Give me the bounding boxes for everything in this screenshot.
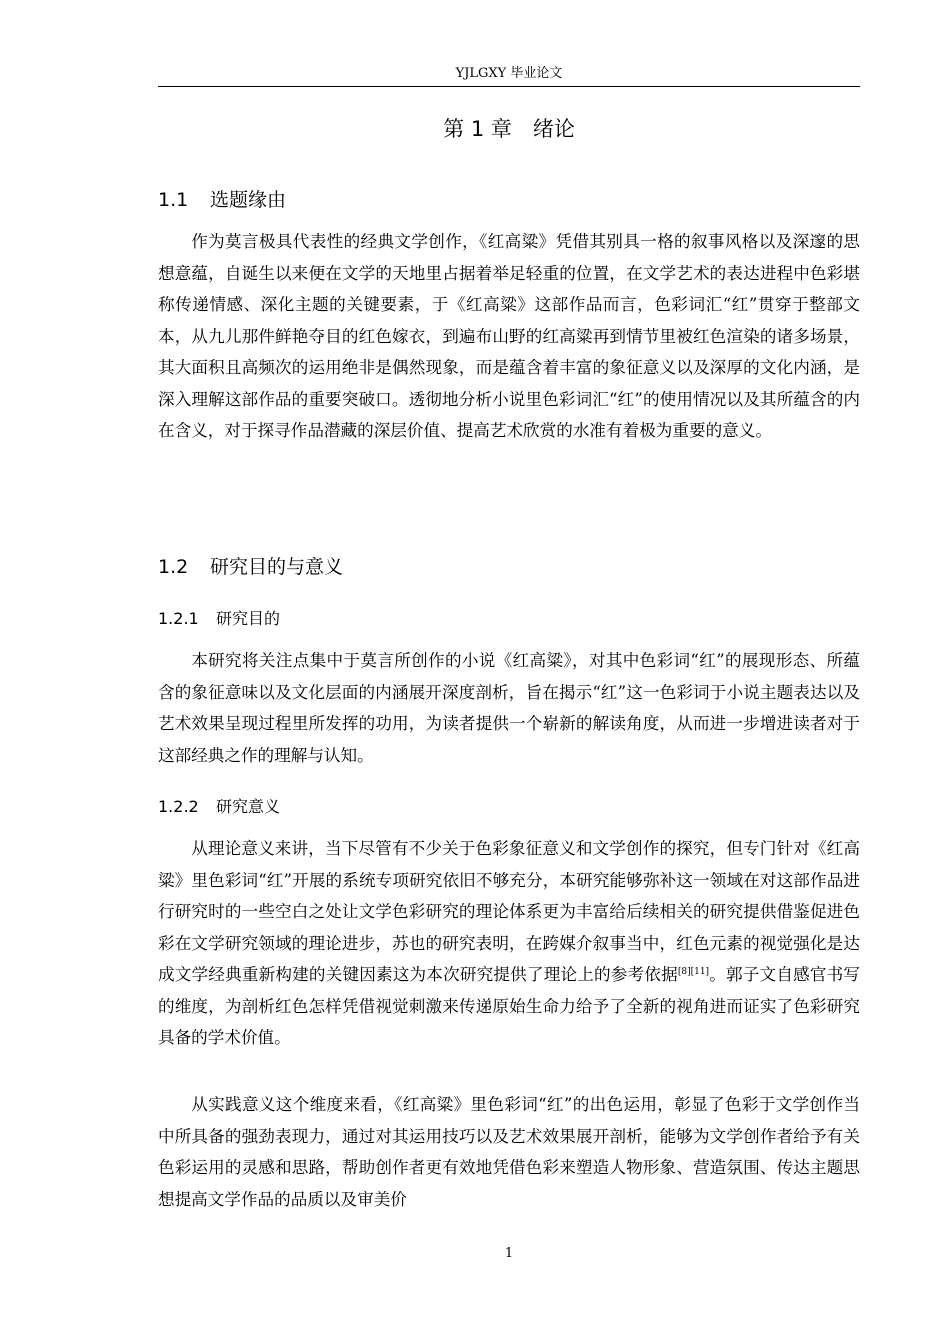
section-title: 选题缘由	[210, 189, 287, 211]
running-header: YJLGXY 毕业论文	[455, 66, 563, 81]
paragraph-text: 从理论意义来讲，当下尽管有不少关于色彩象征意义和文学创作的探究，但专门针对《红高粱》里色彩词“红”开展的系统专项研究依旧不够充分，本研究能够弥补这一领域在对这部作品进行研究时的一些空白之处让文学色彩研究的理论体系更为丰富给后续相关的研究提供借鉴促进色彩在文学研究领域的理论进步，苏也的研究表明，在跨媒介叙事当中，红色元素的视觉强化是达成文学经典重新构建的关键因素这为本次研究提供了理论上的参考依据	[158, 839, 860, 984]
subsection-heading-1-2-1	[158, 607, 280, 631]
chapter-title: 第 1 章 绪论	[443, 117, 575, 141]
subsection-number: 1.2.2	[158, 797, 199, 816]
subsection-title: 研究意义	[216, 797, 281, 816]
header-rule	[158, 86, 860, 87]
paragraph-text: 。郭子文自感官书写的维度，为剖析红色怎样凭借视觉刺激来传递原始生命力给予了全新的视角进而证实了色彩研究具备的学术价值。	[158, 965, 861, 1047]
section-heading-1-1	[158, 186, 286, 214]
section-heading-1-2	[158, 553, 343, 581]
subsection-title: 研究目的	[216, 609, 281, 628]
paragraph-theoretical-significance	[158, 833, 860, 1054]
section-number: 1.2	[158, 556, 189, 578]
section-title: 研究目的与意义	[210, 556, 344, 578]
paragraph-research-purpose: 本研究将关注点集中于莫言所创作的小说《红高粱》，对其中色彩词“红”的展现形态、所蕴含的象征意味以及文化层面的内涵展开深度剖析，旨在揭示“红”这一色彩词于小说主题表达以及艺术效果呈现过程里所发挥的功用，为读者提供一个崭新的解读角度，从而进一步增进读者对于这部经典之作的理解与认知。	[158, 651, 860, 765]
paragraph-selection-reason: 作为莫言极具代表性的经典文学创作，《红高粱》凭借其别具一格的叙事风格以及深邃的思想意蕴，自诞生以来便在文学的天地里占据着举足轻重的位置，在文学艺术的表达进程中色彩堪称传递情感、深化主题的关键要素，于《红高粱》这部作品而言，色彩词汇“红”贯穿于整部文本，从九儿那件鲜艳夺目的红色嫁衣，到遍布山野的红高粱再到情节里被红色渲染的诸多场景，其大面积且高频次的运用绝非是偶然现象，而是蕴含着丰富的象征意义以及深厚的文化内涵，是深入理解这部作品的重要突破口。透彻地分析小说里色彩词汇“红”的使用情况以及其所蕴含的内在含义，对于探寻作品潜藏的深层价值、提高艺术欣赏的水准有着极为重要的意义。	[158, 232, 860, 440]
subsection-number: 1.2.1	[158, 609, 199, 628]
section-number: 1.1	[158, 189, 189, 211]
page-number: 1	[504, 1246, 514, 1261]
citation-reference: [8][11]	[677, 967, 710, 977]
subsection-heading-1-2-2	[158, 795, 280, 819]
paragraph-practical-significance: 从实践意义这个维度来看，《红高粱》里色彩词“红”的出色运用，彰显了色彩于文学创作当中所具备的强劲表现力，通过对其运用技巧以及艺术效果展开剖析，能够为文学创作者给予有关色彩运用的灵感和思路，帮助创作者更有效地凭借色彩来塑造人物形象、营造氛围、传达主题思想提高文学作品的品质以及审美价	[158, 1095, 860, 1209]
